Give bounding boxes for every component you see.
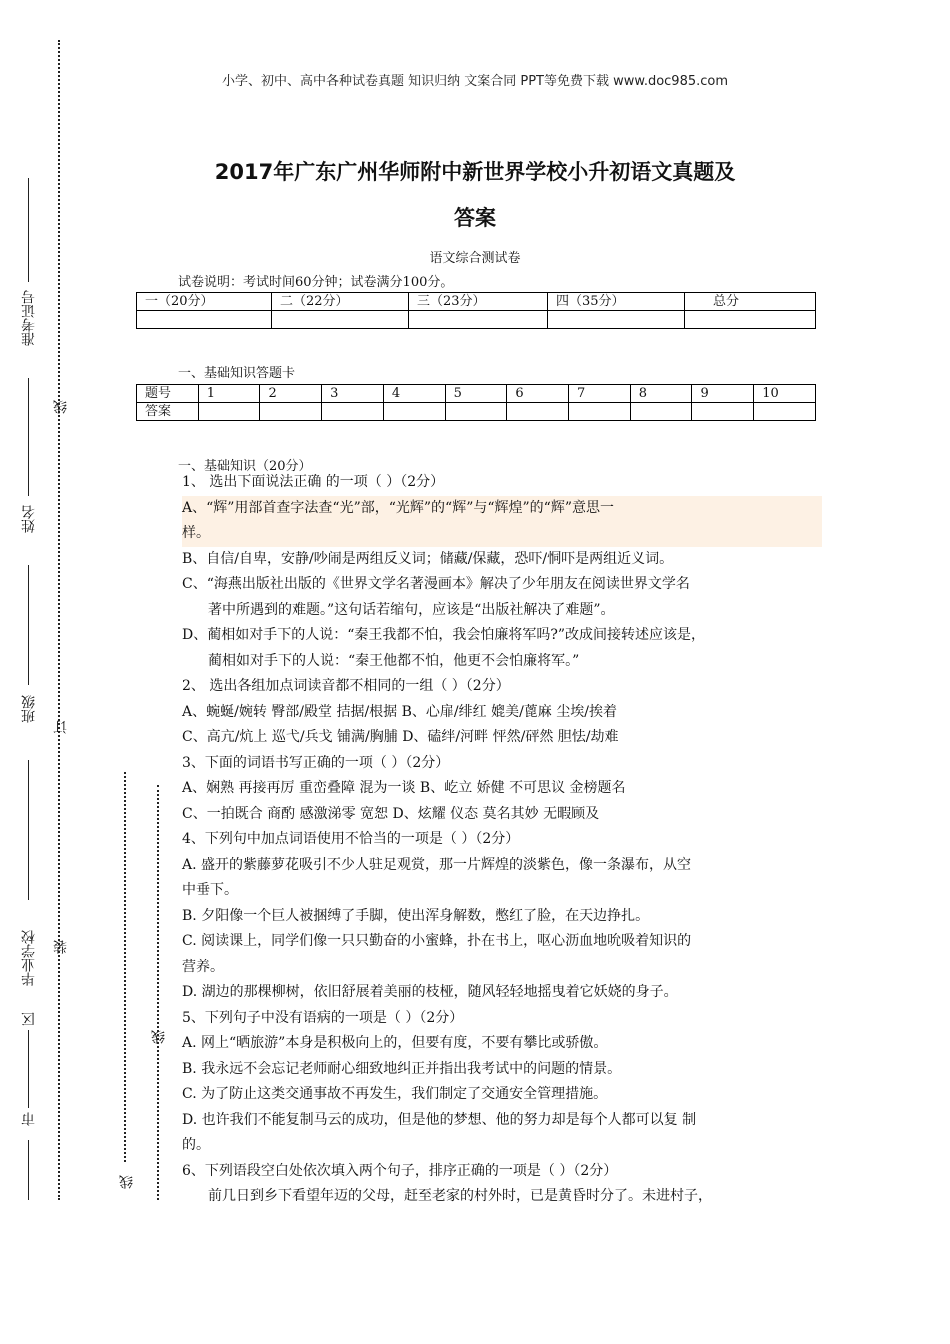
- fill-line: [28, 565, 29, 685]
- card-answer-cell[interactable]: [692, 403, 754, 421]
- question-line: 中垂下。: [182, 882, 238, 898]
- card-answer-cell[interactable]: [383, 403, 445, 421]
- fill-line: [28, 760, 29, 900]
- label-zhuang: 装: [53, 940, 69, 954]
- question-line: 前几日到乡下看望年迈的父母，赶至老家的村外时，已是黄昏时分了。未进村子，: [208, 1188, 712, 1204]
- answer-card-table: [136, 384, 816, 421]
- question-line: C、高亢/炕上 巡弋/兵戈 铺满/胸脯 D、磕绊/河畔 怦然/砰然 胆怯/劫难: [182, 729, 619, 745]
- question-line: A. 盛开的紫藤萝花吸引不少人驻足观赏，那一片辉煌的淡紫色，像一条瀑布，从空: [182, 856, 692, 873]
- exam-description: 试卷说明：考试时间60分钟；试卷满分100分。: [178, 275, 454, 290]
- question-line: D. 湖边的那棵柳树，依旧舒展着美丽的枝桠，随风轻轻地摇曳着它妖娆的身子。: [182, 984, 678, 1000]
- card-answer-cell[interactable]: [507, 403, 569, 421]
- binding-dotted-line: [58, 40, 60, 1200]
- question-line: 著中所遇到的难题。”这句话若缩句，应该是“出版社解决了难题”。: [208, 601, 615, 618]
- card-question-number: 2: [260, 385, 322, 403]
- page-header: 小学、初中、高中各种试卷真题 知识归纳 文案合同 PPT等免费下载 www.doc985.com: [221, 74, 729, 89]
- label-qu: 区: [21, 1012, 37, 1026]
- card-answer-cell[interactable]: [569, 403, 631, 421]
- card-header-label: 题号: [137, 385, 199, 403]
- card-answer-cell[interactable]: [198, 403, 260, 421]
- score-table: [136, 292, 816, 329]
- question-line: D. 也许我们不能复制马云的成功，但是他的梦想、他的努力却是每个人都可以复 制: [182, 1111, 697, 1128]
- card-question-number: 6: [507, 385, 569, 403]
- score-cell[interactable]: [409, 311, 548, 329]
- question-line: C、“海燕出版社出版的《世界文学名著漫画本》解决了少年朋友在阅读世界文学名: [182, 576, 690, 592]
- question-line: A. 网上“晒旅游”本身是积极向上的，但要有度，不要有攀比或骄傲。: [182, 1035, 608, 1051]
- page-title-line1: 2017年广东广州华师附中新世界学校小升初语文真题及: [214, 160, 736, 184]
- subtitle: 语文综合测试卷: [429, 251, 521, 266]
- fill-line: [28, 1030, 29, 1108]
- question-line: 1、 选出下面说法正确 的一项（ ）（2分）: [182, 474, 445, 490]
- card-answer-cell[interactable]: [260, 403, 322, 421]
- label-shi: 市: [21, 1112, 37, 1126]
- question-line: D、蔺相如对手下的人说：“秦王我都不怕，我会怕廉将军吗?”改成间接转述应该是，: [182, 627, 706, 643]
- question-line: B. 夕阳像一个巨人被捆缚了手脚，使出浑身解数，憋红了脸，在天边挣扎。: [182, 907, 650, 924]
- question-line: A、蜿蜒/婉转 臀部/殿堂 拮据/根据 B、心扉/绯红 媲美/蓖麻 尘埃/挨着: [182, 703, 617, 720]
- question-line: 样。: [182, 521, 822, 547]
- fill-line: [28, 178, 29, 282]
- question-line: C. 为了防止这类交通事故不再发生，我们制定了交通安全管理措施。: [182, 1086, 608, 1102]
- card-answer-cell[interactable]: [754, 403, 816, 421]
- card-question-number: 8: [630, 385, 692, 403]
- fill-line: [28, 1140, 29, 1200]
- label-xian-inner2: 线: [119, 1175, 135, 1189]
- label-xian: 线: [53, 400, 69, 414]
- score-header: 一（20分）: [137, 293, 272, 311]
- card-question-number: 1: [198, 385, 260, 403]
- card-answer-cell[interactable]: [630, 403, 692, 421]
- question-line: 5、下列句子中没有语病的一项是（ ）（2分）: [182, 1009, 464, 1026]
- score-cell[interactable]: [137, 311, 272, 329]
- card-answer-cell[interactable]: [445, 403, 507, 421]
- question-line: B. 我永远不会忘记老师耐心细致地纠正并指出我考试中的问题的情景。: [182, 1060, 622, 1077]
- score-cell[interactable]: [685, 311, 816, 329]
- question-line: 蔺相如对手下的人说：“秦王他都不怕，他更不会怕廉将军。”: [208, 652, 580, 669]
- label-school: 毕业学校: [21, 930, 37, 986]
- question-line: 的。: [182, 1137, 210, 1153]
- question-line: 营养。: [182, 958, 224, 975]
- label-name: 姓名: [21, 505, 37, 533]
- question-line: C. 阅读课上，同学们像一只只勤奋的小蜜蜂，扑在书上，呕心沥血地吮吸着知识的: [182, 933, 692, 949]
- label-zkz: 准考证号: [21, 290, 37, 346]
- label-class: 班级: [21, 695, 37, 723]
- label-ding: 订: [53, 720, 69, 734]
- card-answer-label: 答案: [137, 403, 199, 421]
- card-question-number: 7: [569, 385, 631, 403]
- question-line: 2、 选出各组加点词读音都不相同的一组（ ）（2分）: [182, 678, 510, 694]
- card-answer-cell[interactable]: [322, 403, 384, 421]
- card-question-number: 10: [754, 385, 816, 403]
- card-question-number: 5: [445, 385, 507, 403]
- section1-title: 一、基础知识（20分）: [178, 459, 312, 474]
- card-question-number: 9: [692, 385, 754, 403]
- question-line: 3、下面的词语书写正确的一项（ ）（2分）: [182, 754, 450, 771]
- question-body: [182, 470, 822, 1210]
- fill-line: [28, 378, 29, 496]
- score-header: 三（23分）: [409, 293, 548, 311]
- question-line: C、一拍既合 商酌 感激涕零 宽恕 D、炫耀 仪态 莫名其妙 无暇顾及: [182, 805, 600, 822]
- score-header: 四（35分）: [548, 293, 685, 311]
- answer-card-title: 一、基础知识答题卡: [178, 366, 296, 381]
- score-cell[interactable]: [548, 311, 685, 329]
- question-line: 4、下列句中加点词语使用不恰当的一项是（ ）（2分）: [182, 831, 520, 847]
- question-line: A、“辉”用部首查字法查“光”部，“光辉”的“辉”与“辉煌”的“辉”意思一: [182, 496, 822, 522]
- card-question-number: 3: [322, 385, 384, 403]
- score-header: 二（22分）: [272, 293, 409, 311]
- card-question-number: 4: [383, 385, 445, 403]
- binding-dotted-line-inner: [124, 772, 126, 1162]
- score-cell[interactable]: [272, 311, 409, 329]
- page-title-line2: 答案: [454, 206, 496, 230]
- score-header: 总分: [685, 293, 816, 311]
- question-line: A、娴熟 再接再厉 重峦叠障 混为一谈 B、屹立 娇健 不可思议 金榜题名: [182, 780, 626, 796]
- label-xian-inner: 线: [151, 1030, 167, 1044]
- question-line: B、自信/自卑，安静/吵闹是两组反义词；储藏/保藏，恐吓/恫吓是两组近义词。: [182, 550, 674, 567]
- question-line: 6、下列语段空白处依次填入两个句子，排序正确的一项是（ ）（2分）: [182, 1162, 618, 1179]
- binding-dotted-line-inner2: [157, 785, 159, 1200]
